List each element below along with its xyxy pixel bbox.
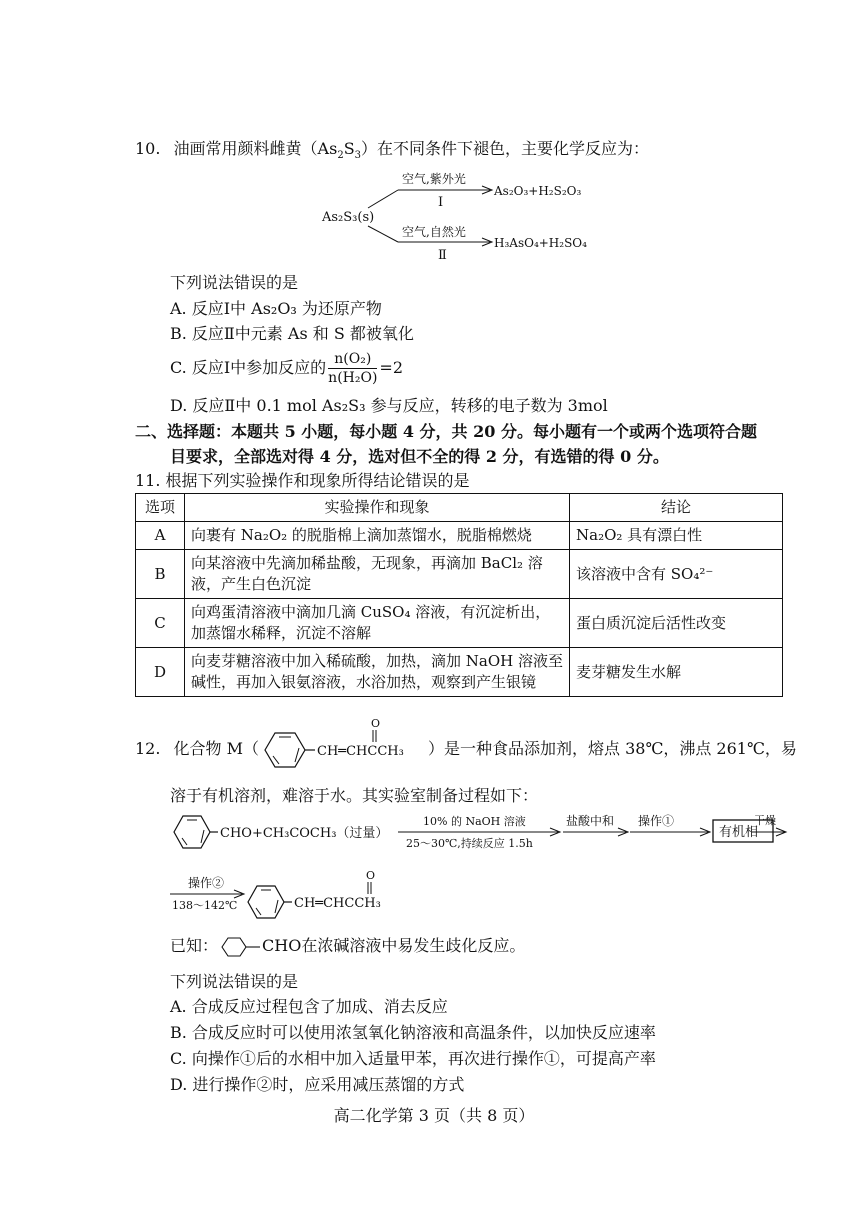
table-row: [136, 599, 783, 648]
q10-reaction-scheme: [310, 168, 610, 268]
q12-option-c: C. 向操作①后的水相中加入适量甲苯，再次进行操作①，可提高产率: [170, 1049, 656, 1068]
q12-dry-arrow: [752, 808, 788, 848]
q10-fraction: [328, 350, 377, 387]
q10-option-c-text: C. 反应Ⅰ中参加反应的: [170, 358, 327, 377]
q12-reagents: CHO+CH₃COCH₃（过量）: [220, 826, 389, 841]
q10-sub: 2: [337, 150, 344, 162]
compound-m-structure: [255, 716, 430, 770]
q10-option-a: A. 反应Ⅰ中 As₂O₃ 为还原产物: [170, 299, 382, 318]
q10-stem-end: ）在不同条件下褪色，主要化学反应为：: [361, 139, 650, 158]
fraction-denominator: n(H₂O): [328, 370, 378, 386]
section2-instructions-line2: 目要求，全部选对得 4 分，选对但不全的得 2 分，有选错的得 0 分。: [170, 447, 669, 466]
row-operation: 向麦芽糖溶液中加入稀硫酸，加热，滴加 NaOH 溶液至碱性，再加入银氨溶液，水浴加热，观察到产生银镜: [185, 648, 570, 697]
row-conclusion: 蛋白质沉淀后活性改变: [570, 599, 783, 648]
row-conclusion: Na₂O₂ 具有漂白性: [570, 522, 783, 550]
q10-reactant: As₂S₃(s): [322, 210, 375, 225]
known-text: CHO在浓碱溶液中易发生歧化反应。: [262, 936, 526, 955]
q12-product-scheme: [168, 858, 428, 922]
q10-option-d: D. 反应Ⅱ中 0.1 mol As₂S₃ 参与反应，转移的电子数为 3mol: [170, 396, 608, 415]
q12-known: [170, 935, 525, 958]
header-operation: 实验操作和现象: [185, 494, 570, 522]
q12-option-a: A. 合成反应过程包含了加成、消去反应: [170, 997, 448, 1016]
row-operation: 向某溶液中先滴加稀盐酸，无现象，再滴加 BaCl₂ 溶液，产生白色沉淀: [185, 550, 570, 599]
table-header-row: [136, 494, 783, 522]
row-option: B: [136, 550, 185, 599]
q10-sub: 3: [354, 150, 362, 162]
q10-stem-text: 油画常用颜料雌黄（As: [173, 139, 338, 158]
row-operation: 向裹有 Na₂O₂ 的脱脂棉上滴加蒸馏水，脱脂棉燃烧: [185, 522, 570, 550]
compound-m-chain: CH═CHCCH₃: [317, 744, 404, 759]
q12-step-neutralize: 盐酸中和: [566, 814, 615, 828]
row-option: D: [136, 648, 185, 697]
q10-option-c: [170, 346, 403, 390]
benzene-ring-icon: [174, 816, 210, 848]
product-chain: CH═CHCCH₃: [294, 896, 381, 911]
q12-stem-pre: 化合物 M（: [173, 739, 260, 758]
q12-stem-post: ）是一种食品添加剂，熔点 38℃，沸点 261℃，易: [428, 739, 797, 758]
q10-option-c-value: =2: [379, 358, 404, 377]
q10-number: 10.: [135, 139, 161, 158]
benzene-ring-icon: [248, 886, 284, 918]
q11-stem: 11. 根据下列实验操作和现象所得结论错误的是: [135, 471, 470, 490]
table-row: [136, 550, 783, 599]
row-option: C: [136, 599, 185, 648]
q12-step-dry: 干燥: [754, 814, 776, 827]
row-operation: 向鸡蛋清溶液中滴加几滴 CuSO₄ 溶液，有沉淀析出，加蒸馏水稀释，沉淀不溶解: [185, 599, 570, 648]
row-conclusion: 该溶液中含有 SO₄²⁻: [570, 550, 783, 599]
q10-prompt: 下列说法错误的是: [170, 273, 299, 292]
q10-prod2: H₃AsO₄+H₂SO₄: [494, 236, 587, 250]
table-row: [136, 648, 783, 697]
q12-organic-phase: 有机相: [719, 825, 759, 840]
header-option: 选项: [136, 494, 185, 522]
q12-op2-temp: 138～142℃: [172, 899, 238, 912]
q12-condition-top: 10% 的 NaOH 溶液: [423, 815, 526, 828]
q10-label1: Ⅰ: [438, 195, 444, 210]
header-conclusion: 结论: [570, 494, 783, 522]
q11-experiment-table: [135, 493, 783, 697]
q12-step-op2: 操作②: [188, 876, 225, 890]
q12-stem-line2: 溶于有机溶剂，难溶于水。其实验室制备过程如下：: [170, 786, 539, 805]
fraction-numerator: n(O₂): [328, 350, 377, 369]
q10-label2: Ⅱ: [438, 248, 447, 263]
table-row: [136, 522, 783, 550]
q12-option-b: B. 合成反应时可以使用浓氢氧化钠溶液和高温条件，以加快反应速率: [170, 1023, 656, 1042]
q12-stem: [135, 738, 259, 760]
q12-prompt: 下列说法错误的是: [170, 972, 299, 991]
row-option: A: [136, 522, 185, 550]
known-label: 已知：: [170, 936, 219, 955]
q12-condition-bottom: 25～30℃,持续反应 1.5h: [406, 837, 533, 850]
q12-step-op1: 操作①: [638, 814, 675, 828]
row-conclusion: 麦芽糖发生水解: [570, 648, 783, 697]
q12-option-d: D. 进行操作②时，应采用减压蒸馏的方式: [170, 1075, 465, 1094]
q10-stem: [135, 138, 649, 160]
benzene-ring-icon: [218, 936, 262, 958]
q10-cond2: 空气,自然光: [402, 225, 466, 239]
q10-cond1: 空气,紫外光: [402, 172, 466, 186]
q10-option-b: B. 反应Ⅱ中元素 As 和 S 都被氧化: [170, 324, 414, 343]
carbonyl-oxygen: O: [371, 717, 381, 730]
q10-prod1: As₂O₃+H₂S₂O₃: [494, 184, 582, 198]
page-footer: 高二化学第 3 页（共 8 页）: [333, 1106, 535, 1125]
section2-instructions-line1: 二、选择题：本题共 5 小题，每小题 4 分，共 20 分。每小题有一个或两个选项符合题: [135, 422, 757, 441]
q10-s: S: [343, 139, 355, 158]
carbonyl-oxygen: O: [366, 869, 376, 882]
q12-number: 12.: [135, 739, 161, 758]
